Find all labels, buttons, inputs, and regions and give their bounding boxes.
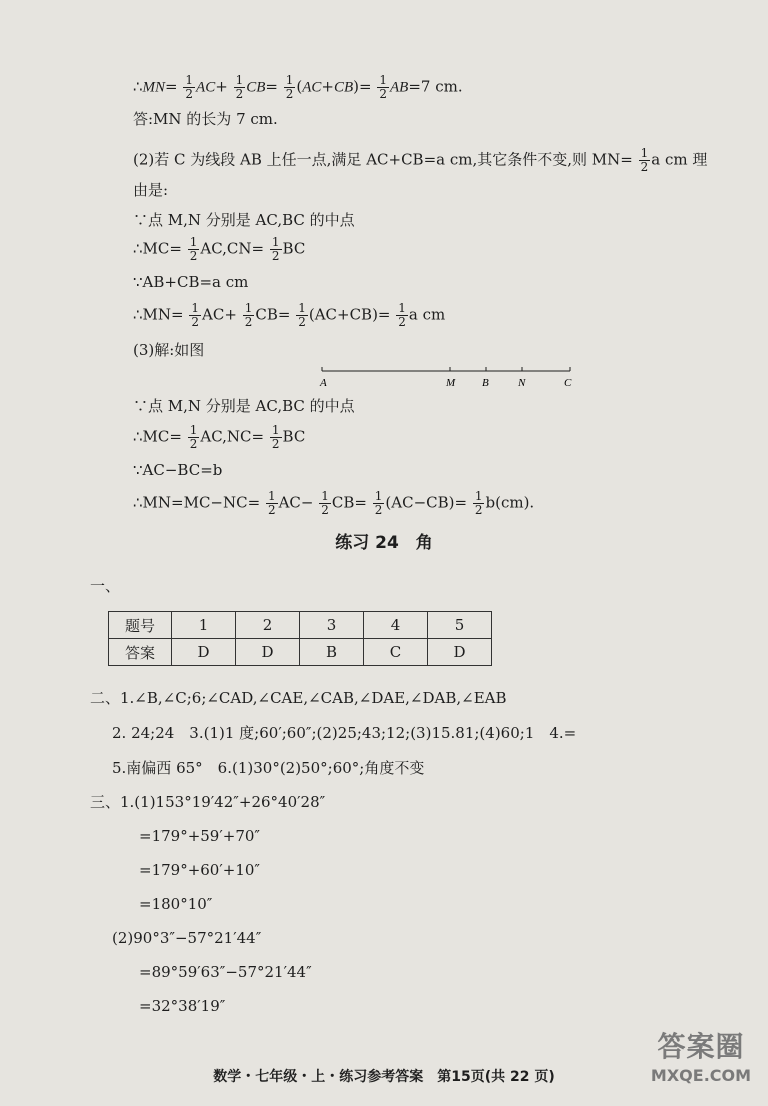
part-two-line-2: 2. 24;24 3.(1)1 度;60′;60″;(2)25;43;12;(3)15.81;(4)60;1 4.=	[112, 724, 577, 742]
fraction-half: $\frac{1}{2}$	[185, 73, 194, 101]
solution-line-12: ∵AC−BC=b	[133, 461, 223, 479]
page-footer: 数学・七年级・上・练习参考答案 第15页(共 22 页)	[213, 1069, 555, 1085]
fraction-half: $\frac{1}{2}$	[285, 73, 294, 101]
part-three-line-6: =89°59′63″−57°21′44″	[139, 963, 312, 981]
table-cell: D	[428, 639, 492, 666]
section-title: 练习 24 角	[335, 533, 433, 553]
label-c: C	[564, 377, 572, 388]
part-two-line-1: 二、1.∠B,∠C;6;∠CAD,∠CAE,∠CAB,∠DAE,∠DAB,∠EAB	[90, 689, 507, 707]
watermark-logo	[642, 1028, 760, 1100]
part-three-line-7: =32°38′19″	[139, 997, 226, 1015]
part-three-line-4: =180°10″	[139, 895, 213, 913]
solution-line-3: (2)若 C 为线段 AB 上任一点,满足 AC+CB=a cm,其它条件不变,则 MN= $\frac{1}{2}$ a cm 理	[133, 146, 708, 174]
table-cell: C	[364, 639, 428, 666]
table-cell: B	[300, 639, 364, 666]
fraction-half: $\frac{1}{2}$	[271, 423, 280, 451]
fraction-half: $\frac{1}{2}$	[271, 235, 280, 263]
solution-line-8: ∴MN= $\frac{1}{2}$ AC+ $\frac{1}{2}$ CB= $\frac{1}{2}$ (AC+CB)= $\frac{1}{2}$ a cm	[133, 301, 446, 329]
fraction-half: $\frac{1}{2}$	[191, 301, 200, 329]
label-a: A	[320, 377, 327, 388]
solution-line-11: ∴MC= $\frac{1}{2}$ AC,NC= $\frac{1}{2}$ BC	[133, 423, 306, 451]
fraction-half: $\frac{1}{2}$	[321, 489, 329, 517]
line-segment-figure	[318, 366, 578, 388]
solution-line-6: ∴MC= $\frac{1}{2}$ AC,CN= $\frac{1}{2}$ BC	[133, 235, 306, 263]
label-m: M	[446, 377, 456, 388]
table-cell: 题号	[109, 612, 172, 639]
fraction-half: $\frac{1}{2}$	[398, 301, 406, 329]
table-cell: 2	[236, 612, 300, 639]
solution-line-9: (3)解:如图	[133, 341, 205, 359]
table-cell: 答案	[109, 639, 172, 666]
solution-line-10: ∵点 M,N 分别是 AC,BC 的中点	[133, 397, 355, 415]
table-cell: 3	[300, 612, 364, 639]
solution-line-13: ∴MN=MC−NC= $\frac{1}{2}$ AC− $\frac{1}{2}$ CB= $\frac{1}{2}$ (AC−CB)= $\frac{1}{2}$ b(cm).	[133, 489, 535, 517]
table-row	[109, 612, 492, 639]
fraction-half: $\frac{1}{2}$	[244, 301, 253, 329]
table-cell: D	[236, 639, 300, 666]
watermark-text: 答案圈	[657, 1030, 745, 1063]
table-cell: 4	[364, 612, 428, 639]
table-cell: 5	[428, 612, 492, 639]
part-three-line-5: (2)90°3″−57°21′44″	[112, 929, 262, 947]
solution-line-4: 由是:	[133, 181, 169, 199]
part-one-label: 一、	[90, 577, 121, 595]
solution-line-1: ∴MN= $\frac{1}{2}$ AC+ $\frac{1}{2}$ CB= $\frac{1}{2}$ (AC+CB)= $\frac{1}{2}$ AB=7 cm.	[133, 73, 463, 101]
fraction-half: $\frac{1}{2}$	[189, 235, 198, 263]
label-n: N	[518, 377, 526, 388]
fraction-half: $\frac{1}{2}$	[374, 489, 383, 517]
solution-line-5: ∵点 M,N 分别是 AC,BC 的中点	[133, 211, 355, 229]
label-b: B	[482, 377, 489, 388]
table-cell: 1	[172, 612, 236, 639]
part-two-line-3: 5.南偏西 65° 6.(1)30°(2)50°;60°;角度不变	[112, 759, 425, 777]
table-row	[109, 639, 492, 666]
fraction-half: $\frac{1}{2}$	[267, 489, 276, 517]
fraction-half: $\frac{1}{2}$	[474, 489, 483, 517]
part-three-line-2: =179°+59′+70″	[139, 827, 261, 845]
solution-line-2: 答:MN 的长为 7 cm.	[133, 110, 278, 128]
part-three-line-1: 三、1.(1)153°19′42″+26°40′28″	[90, 793, 326, 811]
solution-line-7: ∵AB+CB=a cm	[133, 273, 249, 291]
fraction-half: $\frac{1}{2}$	[298, 301, 306, 329]
fraction-half: $\frac{1}{2}$	[189, 423, 198, 451]
table-cell: D	[172, 639, 236, 666]
answer-table	[108, 611, 492, 666]
fraction-half: $\frac{1}{2}$	[235, 73, 244, 101]
part-three-line-3: =179°+60′+10″	[139, 861, 261, 879]
fraction-half: $\frac{1}{2}$	[379, 73, 388, 101]
fraction-half: $\frac{1}{2}$	[640, 146, 649, 174]
watermark-url: MXQE.COM	[650, 1066, 752, 1085]
